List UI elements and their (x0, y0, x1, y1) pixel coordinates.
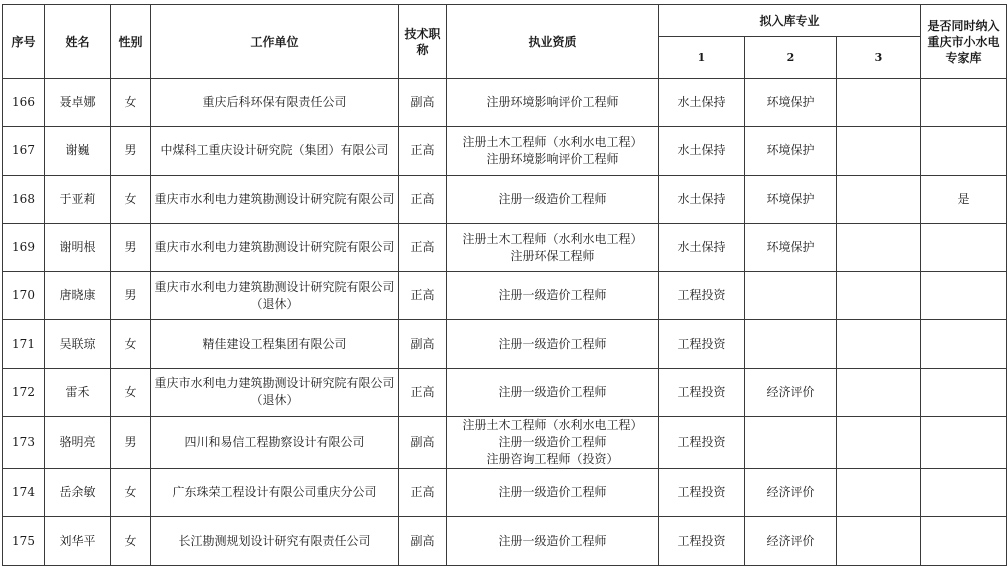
row-title-cell: 正高 (399, 272, 447, 320)
row-qualification-cell (447, 469, 659, 517)
row-major-1-cell: 工程投资 (659, 517, 745, 565)
row-major-1-cell: 工程投资 (659, 368, 745, 416)
row-hydro-pool-cell (921, 469, 1007, 517)
row-gender-cell: 男 (111, 417, 151, 469)
row-hydro-pool-cell (921, 368, 1007, 416)
row-title-cell: 正高 (399, 223, 447, 271)
row-gender-cell: 女 (111, 517, 151, 565)
qualification-line: 注册土木工程师（水利水电工程） (462, 231, 643, 246)
header-major-1: 1 (659, 37, 745, 79)
row-major-1-cell: 水土保持 (659, 175, 745, 223)
row-qualification-cell (447, 175, 659, 223)
header-majors: 拟入库专业 (659, 5, 921, 37)
row-name-cell: 岳余敏 (45, 469, 111, 517)
header-title: 技术职称 (399, 5, 447, 79)
row-hydro-pool-cell (921, 517, 1007, 565)
row-unit-cell: 重庆市水利电力建筑勘测设计研究院有限公司 (151, 223, 399, 271)
row-hydro-pool-cell (921, 223, 1007, 271)
row-number-cell: 169 (3, 223, 45, 271)
row-unit-cell: 精佳建设工程集团有限公司 (151, 320, 399, 368)
header-major-3: 3 (837, 37, 921, 79)
row-hydro-pool-cell (921, 127, 1007, 175)
table-row (3, 272, 1007, 320)
row-major-1-cell: 水土保持 (659, 79, 745, 127)
row-gender-cell: 男 (111, 127, 151, 175)
qualification-line: 注册一级造价工程师 (498, 435, 607, 450)
row-major-1-cell: 工程投资 (659, 469, 745, 517)
expert-list-sheet (2, 4, 1007, 566)
table-row (3, 127, 1007, 175)
row-hydro-pool-cell (921, 320, 1007, 368)
row-major-2-cell: 经济评价 (745, 469, 837, 517)
row-name-cell: 刘华平 (45, 517, 111, 565)
row-major-3-cell (837, 517, 921, 565)
row-title-cell: 正高 (399, 368, 447, 416)
header-gender: 性别 (111, 5, 151, 79)
row-title-cell: 副高 (399, 417, 447, 469)
qualification-line: 注册环保工程师 (510, 248, 595, 263)
header-qualification: 执业资质 (447, 5, 659, 79)
row-gender-cell: 男 (111, 272, 151, 320)
row-unit-cell: 长江勘测规划设计研究有限责任公司 (151, 517, 399, 565)
qualification-line: 注册一级造价工程师 (498, 288, 607, 303)
row-gender-cell: 女 (111, 175, 151, 223)
row-qualification-cell (447, 223, 659, 271)
expert-table (2, 4, 1007, 566)
row-name-cell: 于亚莉 (45, 175, 111, 223)
row-major-1-cell: 工程投资 (659, 320, 745, 368)
row-major-3-cell (837, 469, 921, 517)
row-hydro-pool-cell (921, 79, 1007, 127)
row-major-2-cell: 环境保护 (745, 175, 837, 223)
qualification-line: 注册土木工程师（水利水电工程） (462, 418, 643, 433)
row-unit-cell: 中煤科工重庆设计研究院（集团）有限公司 (151, 127, 399, 175)
qualification-line: 注册一级造价工程师 (498, 533, 607, 548)
row-major-2-cell: 环境保护 (745, 127, 837, 175)
table-row (3, 175, 1007, 223)
row-title-cell: 副高 (399, 517, 447, 565)
row-number-cell: 170 (3, 272, 45, 320)
row-name-cell: 吴联琼 (45, 320, 111, 368)
header-no: 序号 (3, 5, 45, 79)
row-major-2-cell: 环境保护 (745, 223, 837, 271)
row-major-3-cell (837, 79, 921, 127)
row-major-2-cell: 经济评价 (745, 517, 837, 565)
qualification-line: 注册环境影响评价工程师 (486, 151, 619, 166)
row-hydro-pool-cell: 是 (921, 175, 1007, 223)
row-name-cell: 谢巍 (45, 127, 111, 175)
row-major-3-cell (837, 272, 921, 320)
row-unit-cell: 重庆市水利电力建筑勘测设计研究院有限公司（退休） (151, 368, 399, 416)
row-major-2-cell: 环境保护 (745, 79, 837, 127)
row-number-cell: 166 (3, 79, 45, 127)
qualification-line: 注册一级造价工程师 (498, 384, 607, 399)
qualification-line: 注册一级造价工程师 (498, 191, 607, 206)
row-title-cell: 副高 (399, 320, 447, 368)
table-row (3, 79, 1007, 127)
row-major-3-cell (837, 320, 921, 368)
qualification-line: 注册咨询工程师（投资） (486, 452, 619, 467)
qualification-line: 注册环境影响评价工程师 (486, 95, 619, 110)
table-body (3, 79, 1007, 566)
row-title-cell: 正高 (399, 175, 447, 223)
row-major-2-cell (745, 272, 837, 320)
row-gender-cell: 男 (111, 223, 151, 271)
qualification-line: 注册土木工程师（水利水电工程） (462, 134, 643, 149)
header-unit: 工作单位 (151, 5, 399, 79)
row-number-cell: 173 (3, 417, 45, 469)
row-name-cell: 谢明根 (45, 223, 111, 271)
table-row (3, 417, 1007, 469)
row-number-cell: 172 (3, 368, 45, 416)
qualification-line: 注册一级造价工程师 (498, 336, 607, 351)
row-major-2-cell (745, 417, 837, 469)
row-title-cell: 正高 (399, 127, 447, 175)
row-major-3-cell (837, 417, 921, 469)
header-hydro-pool: 是否同时纳入重庆市小水电专家库 (921, 5, 1007, 79)
row-name-cell: 唐晓康 (45, 272, 111, 320)
row-major-3-cell (837, 127, 921, 175)
row-unit-cell: 重庆市水利电力建筑勘测设计研究院有限公司 (151, 175, 399, 223)
row-gender-cell: 女 (111, 368, 151, 416)
header-major-2: 2 (745, 37, 837, 79)
row-gender-cell: 女 (111, 469, 151, 517)
row-hydro-pool-cell (921, 272, 1007, 320)
row-qualification-cell (447, 320, 659, 368)
header-name: 姓名 (45, 5, 111, 79)
row-qualification-cell (447, 79, 659, 127)
qualification-line: 注册一级造价工程师 (498, 485, 607, 500)
row-major-2-cell: 经济评价 (745, 368, 837, 416)
row-name-cell: 雷禾 (45, 368, 111, 416)
row-title-cell: 正高 (399, 469, 447, 517)
row-unit-cell: 四川和易信工程勘察设计有限公司 (151, 417, 399, 469)
row-qualification-cell (447, 368, 659, 416)
table-row (3, 320, 1007, 368)
row-major-3-cell (837, 223, 921, 271)
row-unit-cell: 重庆市水利电力建筑勘测设计研究院有限公司（退休） (151, 272, 399, 320)
row-major-3-cell (837, 368, 921, 416)
table-row (3, 223, 1007, 271)
row-major-2-cell (745, 320, 837, 368)
row-gender-cell: 女 (111, 79, 151, 127)
row-qualification-cell (447, 127, 659, 175)
table-row (3, 517, 1007, 565)
row-number-cell: 167 (3, 127, 45, 175)
row-major-1-cell: 工程投资 (659, 417, 745, 469)
row-number-cell: 174 (3, 469, 45, 517)
row-qualification-cell (447, 517, 659, 565)
row-number-cell: 175 (3, 517, 45, 565)
row-name-cell: 骆明亮 (45, 417, 111, 469)
row-number-cell: 171 (3, 320, 45, 368)
row-unit-cell: 重庆后科环保有限责任公司 (151, 79, 399, 127)
row-major-1-cell: 水土保持 (659, 127, 745, 175)
table-row (3, 368, 1007, 416)
row-major-1-cell: 工程投资 (659, 272, 745, 320)
row-major-3-cell (837, 175, 921, 223)
row-qualification-cell (447, 272, 659, 320)
table-row (3, 469, 1007, 517)
row-qualification-cell (447, 417, 659, 469)
row-unit-cell: 广东珠荣工程设计有限公司重庆分公司 (151, 469, 399, 517)
row-name-cell: 聂卓娜 (45, 79, 111, 127)
row-title-cell: 副高 (399, 79, 447, 127)
row-number-cell: 168 (3, 175, 45, 223)
row-gender-cell: 女 (111, 320, 151, 368)
row-hydro-pool-cell (921, 417, 1007, 469)
row-major-1-cell: 水土保持 (659, 223, 745, 271)
